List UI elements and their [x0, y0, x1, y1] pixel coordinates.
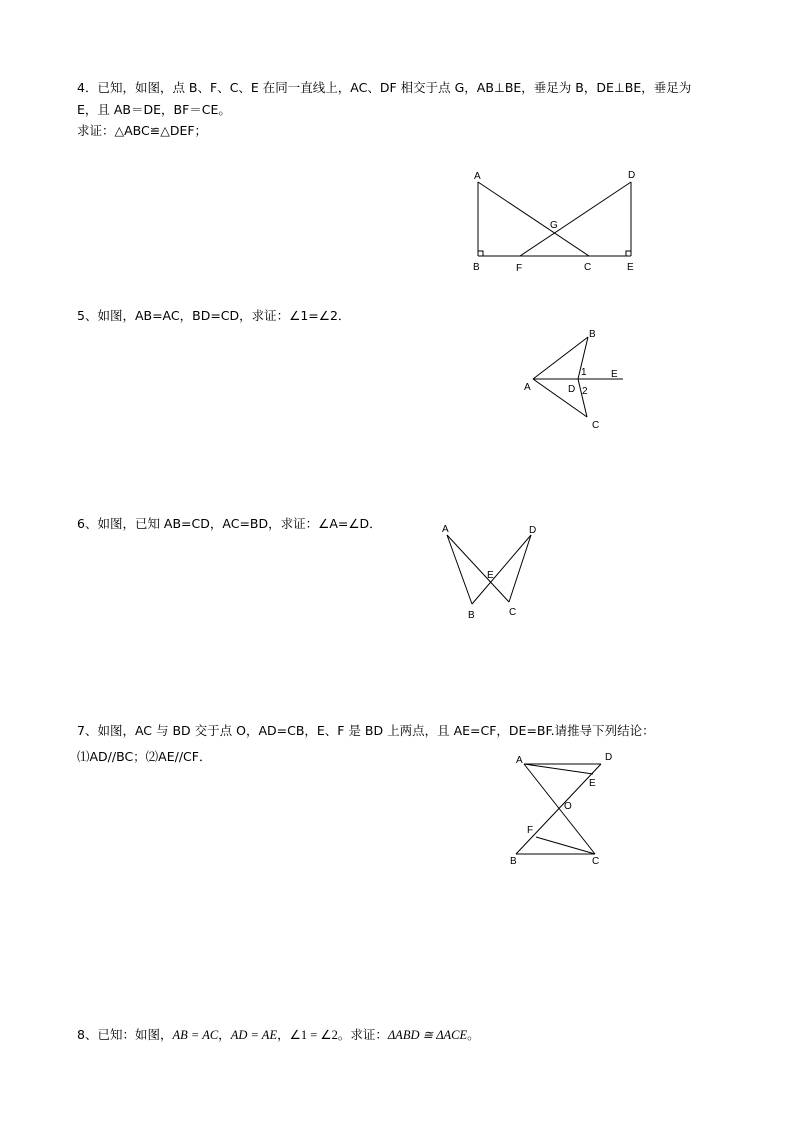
label-c: C — [584, 262, 592, 273]
problem-4-line-3: 求证：△ABC≌△DEF； — [77, 123, 208, 138]
separator: ， — [218, 1027, 231, 1042]
problem-5-figure — [515, 322, 635, 434]
problem-4-line-2: E，且 AB＝DE，BF＝CE。 — [77, 102, 231, 117]
problem-8-prefix: 8、已知：如图， — [77, 1027, 173, 1042]
label-a: A — [474, 171, 481, 182]
right-angle-b — [478, 251, 483, 256]
segment-dc — [509, 535, 531, 602]
problem-6-figure — [435, 518, 545, 626]
label-e: E — [611, 369, 618, 380]
label-e: E — [627, 262, 634, 273]
problem-6-text: 6、如图，已知 AB=CD，AC=BD，求证：∠A=∠D． — [77, 516, 382, 531]
label-d: D — [628, 170, 636, 181]
problem-5-text: 5、如图，AB=AC，BD=CD，求证：∠1=∠2． — [77, 308, 351, 323]
segment-ae — [524, 764, 593, 774]
label-d: D — [568, 384, 576, 395]
problem-7-figure — [505, 748, 625, 868]
problem-7-line-2: ⑴AD//BC；⑵AE//CF． — [77, 749, 212, 764]
period: 。 — [467, 1027, 480, 1042]
label-2: 2 — [582, 386, 588, 397]
condition-ad-ae: AD = AE — [230, 1028, 278, 1042]
label-1: 1 — [581, 367, 587, 378]
condition-ab-ac: AB = AC — [172, 1028, 219, 1042]
segment-ac — [478, 182, 589, 256]
label-a: A — [524, 382, 531, 393]
label-d: D — [529, 525, 537, 536]
segment-df — [520, 182, 631, 256]
prove-label: 。求证： — [337, 1027, 388, 1042]
label-b: B — [468, 610, 475, 621]
label-a: A — [442, 524, 449, 535]
problem-4-figure — [465, 160, 650, 278]
problem-4-line-1: 4．已知，如图，点 B、F、C、E 在同一直线上，AC、DF 相交于点 G，AB⊥BE，垂足为 B，DE⊥BE，垂足为 — [77, 80, 692, 95]
label-c: C — [592, 856, 600, 867]
label-e: E — [589, 778, 596, 789]
condition-angles: ∠1 = ∠2 — [289, 1028, 338, 1042]
label-a: A — [516, 755, 523, 766]
segment-ab — [447, 535, 472, 604]
label-f: F — [516, 263, 523, 274]
segment-ac — [447, 535, 509, 602]
label-b: B — [473, 262, 480, 273]
problem-8-text — [77, 1027, 480, 1043]
label-e: E — [487, 570, 494, 581]
label-b: B — [510, 856, 517, 867]
label-d: D — [605, 752, 613, 763]
right-angle-e — [626, 251, 631, 256]
segment-ac — [524, 764, 595, 854]
conclusion-congruence: ΔABD ≅ ΔACE — [387, 1028, 468, 1042]
problem-7-line-1: 7、如图，AC 与 BD 交于点 O，AD=CB，E、F 是 BD 上两点，且 AE=CF，DE=BF.请推导下列结论： — [77, 723, 655, 738]
separator: ， — [277, 1027, 290, 1042]
label-c: C — [509, 607, 517, 618]
label-b: B — [589, 329, 596, 340]
label-g: G — [550, 220, 558, 231]
label-f: F — [527, 825, 534, 836]
segment-fc — [536, 837, 595, 854]
label-c: C — [592, 420, 600, 431]
label-o: O — [564, 801, 572, 812]
